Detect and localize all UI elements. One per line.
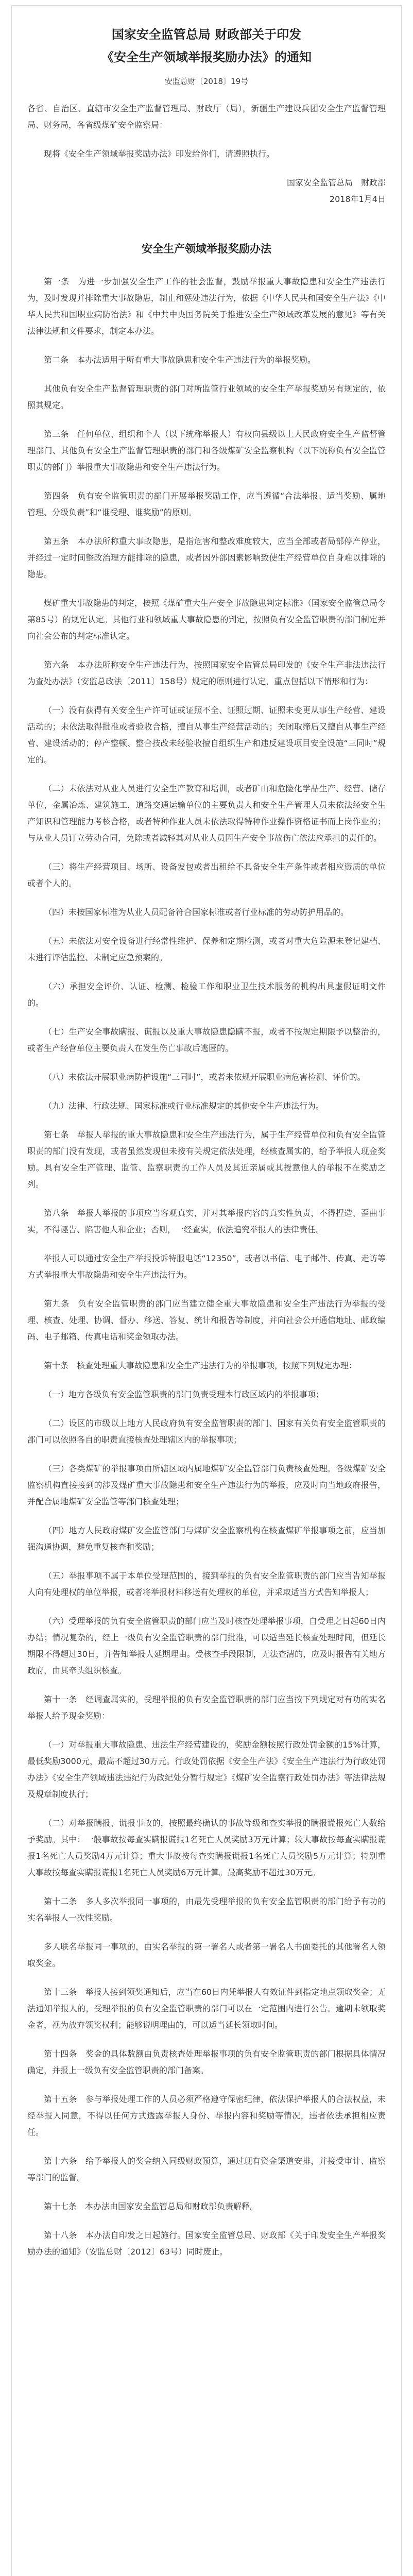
regulation-paragraph: （六）受理举报的负有安全监管职责的部门应当及时核查处理举报事项，自受理之日起60日内办结；情况复杂的，经上一级负有安全监管职责的部门批准，可以适当延长核查处理时间，但延长期限不得超过30日，并告知举报人延期理由。受核查手段限制，无法查清的，应及时报告有关地方政府，由其牵头组织核查。 — [27, 1616, 386, 1675]
regulation-paragraph: 举报人可以通过安全生产举报投诉特服电话“12350”，或者以书信、电子邮件、传真、走访等方式举报重大事故隐患和安全生产违法行为。 — [27, 1253, 386, 1280]
regulation-paragraph: （一）地方各级负有安全监管职责的部门负责受理本行政区域内的举报事项； — [44, 1389, 324, 1399]
regulation-paragraph: （二）设区的市级以上地方人民政府负有安全监管职责的部门、国家有关负有安全监管职责的部门可以依照各自的职责直接核查处理辖区内的举报事项； — [27, 1418, 386, 1445]
notice-title — [27, 23, 386, 69]
document-number: 安监总财〔2018〕19号 — [164, 77, 249, 86]
regulation-paragraph: 第十三条 举报人接到领奖通知后，应当在60日内凭举报人有效证件到指定地点领取奖金；无法通知举报人的，受理举报的负有安全监管职责的部门可以在一定范围内进行公告。逾期未领取奖金者，视为放弃领奖权利；能够说明理由的，可以适当延长领取时间。 — [27, 1987, 386, 2030]
regulation-paragraph: （四）地方人民政府煤矿安全监管部门与煤矿安全监察机构在核查煤矿举报事项之前，应当加强沟通协调，避免重复核查和奖励； — [27, 1526, 386, 1552]
regulation-paragraph: 第八条 举报人举报的事项应当客观真实，并对其举报内容的真实性负责，不得捏造、歪曲事实，不得诬告、陷害他人和企业；否则，一经查实，依法追究举报人的法律责任。 — [27, 1208, 386, 1234]
notice-body: 现将《安全生产领域举报奖励办法》印发给你们，请遵照执行。 — [44, 149, 275, 159]
regulation-paragraph: 煤矿重大事故隐患的判定，按照《煤矿重大生产安全事故隐患判定标准》（国家安全监管总局令第85号）的规定认定。其他行业和领域重大事故隐患的判定，按照负有安全监管职责的部门制定并向社会公布的判定标准认定。 — [27, 598, 386, 641]
regulation-paragraph: （八）未依法开展职业病防护设施“三同时”，或者未依规开展职业病危害检测、评价的。 — [44, 1072, 366, 1082]
notice-title-line1: 国家安全监管总局 财政部关于印发 — [111, 27, 302, 42]
regulation-paragraph: （七）生产安全事故瞒报、谎报以及重大事故隐患隐瞒不报，或者不按规定期限予以整治的，或者生产经营单位主要负责人在发生伤亡事故后逃匿的。 — [27, 1027, 386, 1053]
regulation-paragraph: 第三条 任何单位、组织和个人（以下统称举报人）有权向县级以上人民政府安全生产监督管理部门、其他负有安全生产监督管理职责的部门和各级煤矿安全监察机构（以下统称负有安全监管职责的部门）举报重大事故隐患和安全生产违法行为。 — [27, 429, 386, 472]
regulation-paragraph: 第十六条 给予举报人的奖金纳入同级财政预算，通过现有资金渠道安排，并接受审计、监察等部门的监督。 — [27, 2156, 386, 2182]
issuer-signature: 国家安全监管总局 财政部 — [286, 178, 386, 188]
regulation-body — [27, 274, 386, 2260]
regulation-paragraph: 多人联名举报同一事项的，由实名举报的第一署名人或者第一署名人书面委托的其他署名人领取奖金。 — [27, 1942, 386, 1968]
regulation-paragraph: 第十五条 参与举报处理工作的人员必须严格遵守保密纪律，依法保护举报人的合法权益，未经举报人同意，不得以任何方式透露举报人身份、举报内容和奖励等情况，违者依法承担相应责任。 — [27, 2094, 386, 2137]
regulation-paragraph: 第六条 本办法所称安全生产违法行为，按照国家安全监管总局印发的《安全生产非法违法行为查处办法》（安监总政法〔2011〕158号）规定的原则进行认定，重点包括以下情形和行为： — [27, 660, 386, 686]
regulation-paragraph: （五）未依法对安全设备进行经常性维护、保养和定期检测，或者对重大危险源未登记建档、未进行评估监控、未制定应急预案的。 — [27, 936, 386, 962]
regulation-paragraph: 第四条 负有安全监管职责的部门开展举报奖励工作，应当遵循“合法举报、适当奖励、属地管理、分级负责”和“谁受理、谁奖励”的原则。 — [27, 491, 386, 517]
regulation-paragraph: （五）举报事项不属于本单位受理范围的，接到举报的负有安全监管职责的部门应当告知举报人向有处理权的单位举报，或者将举报材料移送有处理权的单位，并采取适当方式告知举报人； — [27, 1571, 386, 1597]
regulation-paragraph: （九）法律、行政法规、国家标准或行业标准规定的其他安全生产违法行为。 — [44, 1101, 324, 1111]
regulation-paragraph: 第九条 负有安全监管职责的部门应当建立健全重大事故隐患和安全生产违法行为举报的受理、核查、处理、协调、督办、移送、答复、统计和报告等制度，并向社会公开通信地址、邮政编码、电子邮箱、传真电话和奖金领取办法。 — [27, 1299, 386, 1342]
regulation-paragraph: 第十八条 本办法自印发之日起施行。国家安全监管总局、财政部《关于印发安全生产举报奖励办法的通知》（安监总财〔2012〕63号）同时废止。 — [27, 2230, 386, 2257]
regulation-paragraph: 第十四条 奖金的具体数额由负责核查处理举报事项的负有安全监管职责的部门根据具体情况确定，并报上一级负有安全监管职责的部门备案。 — [27, 2049, 386, 2075]
regulation-paragraph: （二）未依法对从业人员进行安全生产教育和培训，或者矿山和危险化学品生产、经营、储存单位，金属冶炼、建筑施工，道路交通运输单位的主要负责人和安全生产管理人员未依法经安全生产知识和管理能力考核合格，或者特种作业人员未依法取得特种作业操作资格证书而上岗作业的；与从业人员订立劳动合同，免除或者减轻其对从业人员因生产安全事故伤亡依法应承担的责任的。 — [27, 784, 386, 843]
issue-date: 2018年1月4日 — [329, 194, 386, 204]
regulation-paragraph: 第二条 本办法适用于所有重大事故隐患和安全生产违法行为的举报奖励。 — [44, 355, 316, 365]
regulation-paragraph: 第十二条 多人多次举报同一事项的，由最先受理举报的负有安全监管职责的部门给予有功的实名举报人一次性奖励。 — [27, 1896, 386, 1923]
regulation-paragraph: （六）承担安全评价、认证、检测、检验工作和职业卫生技术服务的机构出具虚假证明文件的。 — [27, 981, 386, 1008]
regulation-paragraph: 第十一条 经调查属实的，受理举报的负有安全监管职责的部门应当按下列规定对有功的实名举报人给予现金奖励： — [27, 1694, 386, 1721]
regulation-paragraph: 第一条 为进一步加强安全生产工作的社会监督，鼓励举报重大事故隐患和安全生产违法行为，及时发现并排除重大事故隐患，制止和惩处违法行为，依据《中华人民共和国安全生产法》《中华人民共和国职业病防治法》和《中共中央国务院关于推进安全生产领域改革发展的意见》等有关法律法规和文件要求，制定本办法。 — [27, 277, 386, 336]
article-frame — [11, 5, 402, 2576]
regulation-paragraph: （四）未按国家标准为从业人员配备符合国家标准或者行业标准的劳动防护用品的。 — [44, 907, 349, 917]
addressee: 各省、自治区、直辖市安全生产监督管理局、财政厅（局），新疆生产建设兵团安全生产监督管理局、财务局，各省级煤矿安全监察局： — [27, 104, 386, 130]
regulation-title: 安全生产领域举报奖励办法 — [142, 243, 271, 255]
regulation-paragraph: （三）各类煤矿的举报事项由所辖区域内属地煤矿安全监管部门负责核查处理。各级煤矿安全监察机构直接接到的涉及煤矿重大事故隐患和安全生产违法行为的举报，应及时向当地政府报告，并配合属地煤矿安全监管等部门核查处理； — [27, 1464, 386, 1506]
regulation-paragraph: 第七条 举报人举报的重大事故隐患和安全生产违法行为，属于生产经营单位和负有安全监管职责的部门没有发现，或者虽然发现但未按有关规定依法处理，经核查属实的，给予举报人现金奖励。具有安全生产管理、监管、监察职责的工作人员及其近亲属或其授意他人的举报不在奖励之列。 — [27, 1130, 386, 1189]
regulation-paragraph: （三）将生产经营项目、场所、设备发包或者出租给不具备安全生产条件或者相应资质的单位或者个人的。 — [27, 862, 386, 888]
regulation-paragraph: 第十条 核查处理重大事故隐患和安全生产违法行为的举报事项，按照下列规定办理： — [44, 1361, 357, 1370]
regulation-paragraph: （一）没有获得有关安全生产许可证或证照不全、证照过期、证照未变更从事生产经营、建设活动的；未依法取得批准或者验收合格，擅自从事生产经营活动的；关闭取缔后又擅自从事生产经营、建设活动的；停产整顿、整合技改未经验收擅自组织生产和违反建设项目安全设施“三同时”规定的。 — [27, 705, 386, 765]
regulation-paragraph: 第五条 本办法所称重大事故隐患，是指危害和整改难度较大，应当全部或者局部停产停业，并经过一定时间整改治理方能排除的隐患，或者因外部因素影响致使生产经营单位自身难以排除的隐患。 — [27, 536, 386, 579]
notice-title-line2: 《安全生产领域举报奖励办法》的通知 — [101, 50, 312, 64]
regulation-paragraph: 其他负有安全生产监督管理职责的部门对所监管行业领域的安全生产举报奖励另有规定的，依照其规定。 — [27, 384, 386, 410]
regulation-paragraph: 第十七条 本办法由国家安全监管总局和财政部负责解释。 — [44, 2201, 259, 2211]
regulation-paragraph: （一）对举报重大事故隐患、违法生产经营建设的，奖励金额按照行政处罚金额的15%计算，最低奖励3000元，最高不超过30万元。行政处罚依据《安全生产法》《安全生产违法行为行政处罚办法》《安全生产领域违法违纪行为政纪处分暂行规定》《煤矿安全监察行政处罚办法》等法律法规及规章制度执行； — [27, 1740, 386, 1799]
regulation-paragraph: （二）对举报瞒报、谎报事故的，按照最终确认的事故等级和查实举报的瞒报谎报死亡人数给予奖励。其中：一般事故按每查实瞒报谎报1名死亡人员奖励3万元计算；较大事故按每查实瞒报谎报1名死亡人员奖励4万元计算；重大事故按每查实瞒报谎报1名死亡人员奖励5万元计算；特别重大事故按每查实瞒报谎报1名死亡人员奖励6万元计算。最高奖励不超过30万元。 — [27, 1818, 386, 1877]
